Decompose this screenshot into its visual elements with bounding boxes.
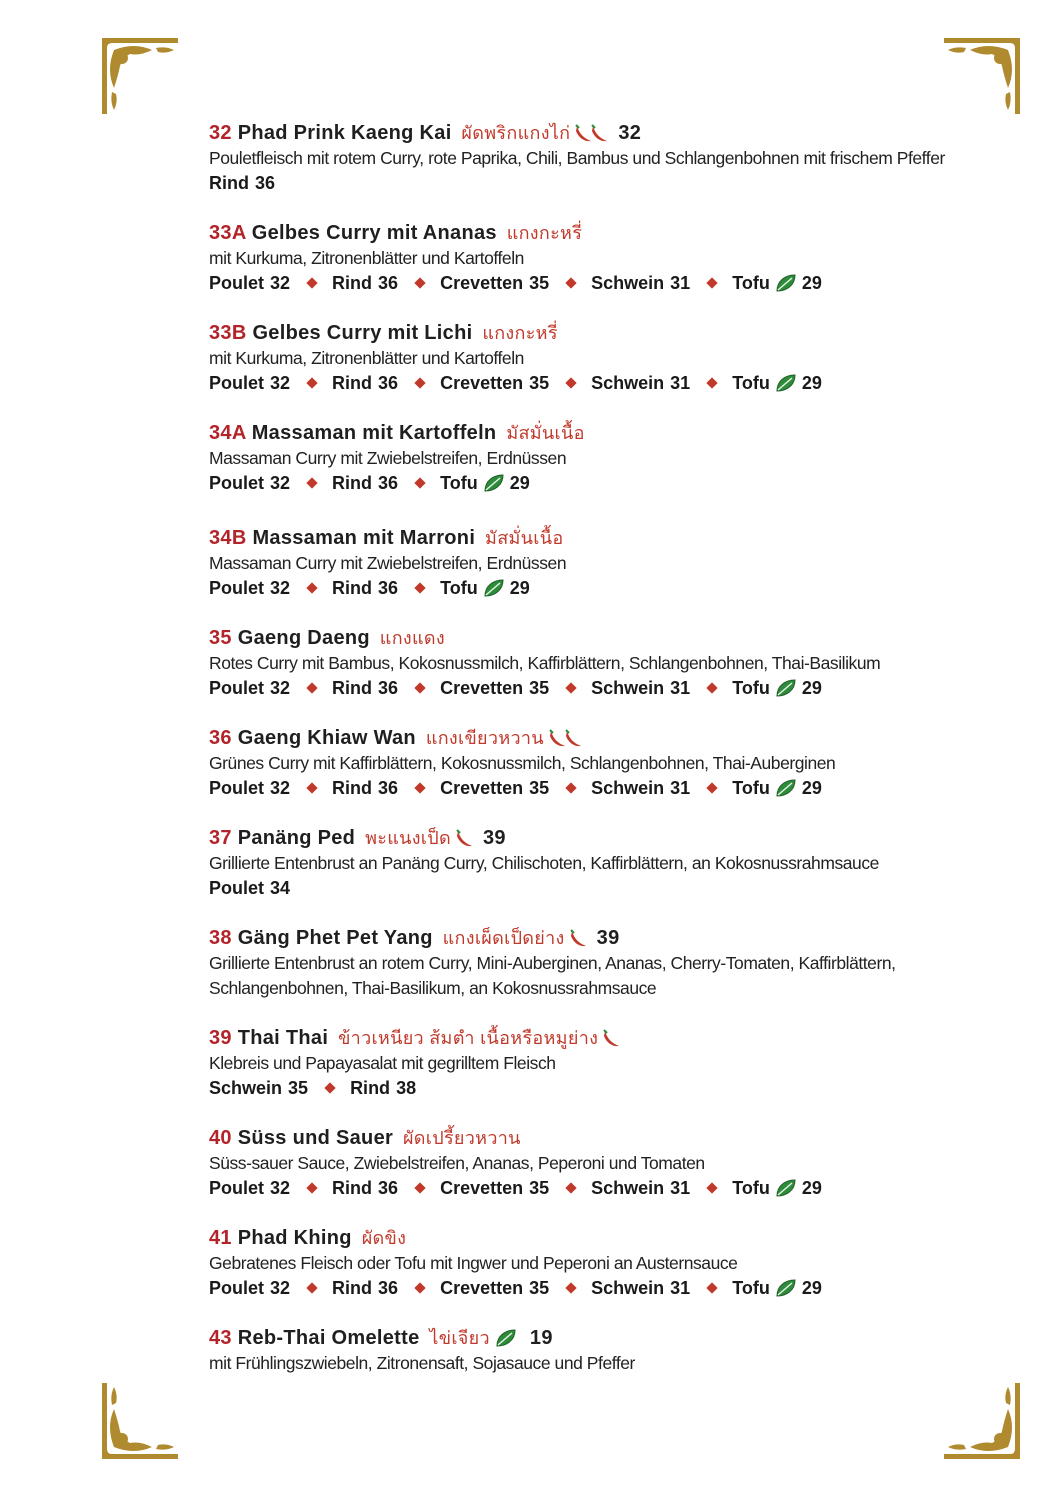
price-option — [209, 776, 290, 801]
price-option — [440, 1276, 549, 1301]
menu-item — [209, 121, 1009, 196]
diamond-separator — [414, 682, 425, 693]
price-value: 36 — [378, 1178, 399, 1198]
item-thai-name: ข้าวเหนียว ส้มตำ เนื้อหรือหมูย่าง — [338, 1028, 599, 1048]
price-value: 36 — [378, 473, 399, 493]
price-value: 32 — [270, 1178, 291, 1198]
item-thai-name: แกงแดง — [379, 628, 445, 648]
item-description: Schlangenbohnen, Thai-Basilikum, an Kokosnussrahmsauce — [209, 978, 657, 998]
item-price: 19 — [529, 1327, 553, 1349]
price-label: Crevetten — [440, 678, 524, 698]
price-row — [209, 876, 1009, 901]
price-value: 31 — [670, 1278, 691, 1298]
price-value: 36 — [378, 273, 399, 293]
item-name: Süss und Sauer — [237, 1127, 394, 1149]
price-option — [591, 271, 690, 296]
price-label: Rind — [332, 578, 373, 598]
price-value: 29 — [801, 778, 822, 798]
item-name: Massaman mit Kartoffeln — [251, 422, 497, 444]
item-description: Rotes Curry mit Bambus, Kokosnussmilch, Kaffirblättern, Schlangenbohnen, Thai-Basilikum — [209, 653, 881, 673]
price-value: 29 — [801, 1278, 822, 1298]
price-option — [591, 1276, 690, 1301]
price-option — [591, 1176, 690, 1201]
item-number: 39 — [209, 1027, 232, 1049]
diamond-separator — [414, 782, 425, 793]
diamond-separator — [306, 477, 317, 488]
item-thai-name: มัสมั่นเนื้อ — [506, 423, 585, 443]
price-value: 29 — [509, 473, 530, 493]
vegetarian-leaf-icon — [775, 1178, 797, 1198]
price-label: Schwein — [591, 778, 665, 798]
item-description: Gebratenes Fleisch oder Tofu mit Ingwer und Peperoni an Austernsauce — [209, 1253, 738, 1273]
price-option — [732, 271, 822, 296]
price-option — [209, 576, 290, 601]
price-option — [591, 676, 690, 701]
item-title — [209, 1226, 1009, 1251]
item-thai-name: ผัดขิง — [361, 1228, 407, 1248]
price-value: 38 — [396, 1078, 417, 1098]
price-label: Poulet — [209, 373, 265, 393]
item-number: 36 — [209, 727, 232, 749]
item-number: 34B — [209, 527, 247, 549]
item-number: 38 — [209, 927, 232, 949]
price-value: 29 — [509, 578, 530, 598]
price-row — [209, 676, 1009, 701]
item-title — [209, 1326, 1009, 1351]
price-label: Tofu — [732, 373, 770, 393]
price-value: 35 — [288, 1078, 309, 1098]
price-value: 32 — [270, 778, 291, 798]
menu-item — [209, 726, 1009, 801]
item-name: Massaman mit Marroni — [252, 527, 476, 549]
vegetarian-leaf-icon — [775, 678, 797, 698]
item-description: Grillierte Entenbrust an rotem Curry, Mini-Auberginen, Ananas, Cherry-Tomaten, Kaffirblättern, — [209, 953, 896, 973]
item-thai-name: ไข่เจียว — [429, 1328, 490, 1348]
diamond-separator — [414, 377, 425, 388]
diamond-separator — [324, 1082, 335, 1093]
price-value: 34 — [270, 878, 291, 898]
price-value: 29 — [801, 1178, 822, 1198]
price-label: Poulet — [209, 678, 265, 698]
price-option — [440, 1176, 549, 1201]
price-option — [332, 776, 398, 801]
diamond-separator — [414, 1182, 425, 1193]
menu-item — [209, 421, 1009, 496]
item-number: 40 — [209, 1127, 232, 1149]
price-value: 35 — [529, 373, 550, 393]
item-thai-name: แกงเผ็ดเป็ดย่าง — [442, 928, 565, 948]
menu-item — [209, 626, 1009, 701]
price-label: Poulet — [209, 578, 265, 598]
item-price: 39 — [596, 927, 620, 949]
price-option — [732, 1176, 822, 1201]
item-thai-name: แกงกะหรี่ — [506, 223, 583, 243]
price-option — [209, 876, 290, 901]
price-row — [209, 271, 1009, 296]
price-label: Crevetten — [440, 273, 524, 293]
menu-item — [209, 1326, 1009, 1376]
diamond-separator — [306, 1182, 317, 1193]
menu-item — [209, 826, 1009, 901]
price-value: 35 — [529, 1278, 550, 1298]
item-number: 35 — [209, 627, 232, 649]
price-value: 31 — [670, 678, 691, 698]
diamond-separator — [565, 1282, 576, 1293]
item-thai-name: ผัดพริกแกงไก่ — [461, 123, 571, 143]
price-label: Crevetten — [440, 1178, 524, 1198]
price-option — [209, 1076, 308, 1101]
price-option — [440, 576, 530, 601]
price-label: Rind — [332, 473, 373, 493]
diamond-separator — [414, 582, 425, 593]
item-description: Süss-sauer Sauce, Zwiebelstreifen, Ananas, Peperoni und Tomaten — [209, 1153, 705, 1173]
item-number: 32 — [209, 122, 232, 144]
corner-ornament-top-right — [944, 36, 1022, 114]
item-thai-name: ผัดเปรี้ยวหวาน — [402, 1128, 521, 1148]
diamond-separator — [306, 277, 317, 288]
diamond-separator — [414, 277, 425, 288]
price-label: Tofu — [732, 1278, 770, 1298]
price-label: Tofu — [440, 578, 478, 598]
chili-icon — [455, 828, 475, 848]
price-value: 32 — [270, 1278, 291, 1298]
item-price: 32 — [618, 122, 642, 144]
diamond-separator — [707, 1182, 718, 1193]
item-number: 43 — [209, 1327, 232, 1349]
item-name: Phad Khing — [237, 1227, 352, 1249]
price-option — [440, 471, 530, 496]
price-label: Poulet — [209, 273, 265, 293]
diamond-separator — [707, 682, 718, 693]
vegetarian-leaf-icon — [775, 778, 797, 798]
price-value: 31 — [670, 778, 691, 798]
corner-ornament-bottom-left — [100, 1383, 178, 1461]
price-option — [209, 371, 290, 396]
price-value: 32 — [270, 373, 291, 393]
item-name: Gaeng Daeng — [237, 627, 370, 649]
price-label: Rind — [332, 373, 373, 393]
item-name: Thai Thai — [237, 1027, 329, 1049]
item-title — [209, 421, 1009, 446]
menu-item — [209, 321, 1009, 396]
price-label: Rind — [209, 173, 249, 193]
menu-item — [209, 926, 1009, 1001]
item-number: 33B — [209, 322, 247, 344]
chili-icon — [569, 928, 589, 948]
price-label: Crevetten — [440, 778, 524, 798]
price-option — [332, 576, 398, 601]
item-description: Massaman Curry mit Zwiebelstreifen, Erdnüssen — [209, 448, 567, 468]
price-option — [332, 1176, 398, 1201]
item-name: Gelbes Curry mit Ananas — [251, 222, 497, 244]
item-thai-name: แกงเขียวหวาน — [425, 728, 544, 748]
price-value: 32 — [270, 678, 291, 698]
price-value: 29 — [801, 273, 822, 293]
item-title — [209, 221, 1009, 246]
item-title — [209, 121, 1009, 146]
diamond-separator — [306, 1282, 317, 1293]
diamond-separator — [707, 277, 718, 288]
price-label: Rind — [332, 273, 373, 293]
diamond-separator — [565, 682, 576, 693]
price-option — [732, 1276, 822, 1301]
price-value: 29 — [801, 678, 822, 698]
item-title — [209, 726, 1009, 751]
price-value: 36 — [378, 678, 399, 698]
price-label: Poulet — [209, 878, 265, 898]
price-value: 36 — [378, 578, 399, 598]
vegetarian-leaf-icon — [483, 473, 505, 493]
item-name: Gaeng Khiaw Wan — [237, 727, 416, 749]
price-label: Tofu — [440, 473, 478, 493]
price-option — [209, 171, 275, 196]
item-number: 33A — [209, 222, 246, 244]
item-title — [209, 1126, 1009, 1151]
item-thai-name: พะแนงเป็ด — [365, 828, 451, 848]
item-number: 34A — [209, 422, 246, 444]
diamond-separator — [707, 1282, 718, 1293]
price-option — [332, 371, 398, 396]
price-option — [209, 271, 290, 296]
price-value: 32 — [270, 578, 291, 598]
item-name: Phad Prink Kaeng Kai — [237, 122, 452, 144]
price-label: Tofu — [732, 678, 770, 698]
diamond-separator — [306, 377, 317, 388]
price-label: Poulet — [209, 1278, 265, 1298]
price-option — [332, 676, 398, 701]
item-description: Pouletfleisch mit rotem Curry, rote Paprika, Chili, Bambus und Schlangenbohnen mit frischem Pfeffer — [209, 148, 945, 168]
price-value: 32 — [270, 473, 291, 493]
price-value: 29 — [801, 373, 822, 393]
diamond-separator — [306, 582, 317, 593]
vegetarian-leaf-icon — [483, 578, 505, 598]
price-label: Poulet — [209, 778, 265, 798]
diamond-separator — [414, 477, 425, 488]
diamond-separator — [414, 1282, 425, 1293]
price-row — [209, 776, 1009, 801]
item-number: 41 — [209, 1227, 232, 1249]
price-value: 31 — [670, 373, 691, 393]
price-label: Crevetten — [440, 1278, 524, 1298]
price-label: Schwein — [591, 373, 665, 393]
menu-item — [209, 526, 1009, 601]
corner-ornament-bottom-right — [944, 1383, 1022, 1461]
price-option — [591, 776, 690, 801]
price-value: 35 — [529, 1178, 550, 1198]
price-value: 36 — [378, 373, 399, 393]
corner-ornament-top-left — [100, 36, 178, 114]
item-number: 37 — [209, 827, 232, 849]
chili-icon — [564, 728, 584, 748]
item-name: Panäng Ped — [237, 827, 356, 849]
price-option — [440, 271, 549, 296]
price-value: 35 — [529, 778, 550, 798]
price-label: Rind — [332, 678, 373, 698]
price-label: Tofu — [732, 273, 770, 293]
price-option — [440, 776, 549, 801]
price-value: 36 — [378, 778, 399, 798]
vegetarian-leaf-icon — [775, 273, 797, 293]
item-thai-name: มัสมั่นเนื้อ — [485, 528, 564, 548]
diamond-separator — [565, 1182, 576, 1193]
item-thai-name: แกงกะหรี่ — [482, 323, 558, 343]
price-label: Poulet — [209, 473, 265, 493]
price-label: Rind — [332, 1178, 373, 1198]
item-title — [209, 526, 1009, 551]
price-option — [209, 471, 290, 496]
price-option — [332, 1276, 398, 1301]
menu-item — [209, 1226, 1009, 1301]
price-label: Schwein — [591, 1178, 665, 1198]
price-row — [209, 1276, 1009, 1301]
item-title — [209, 321, 1009, 346]
price-label: Rind — [332, 778, 373, 798]
price-value: 35 — [529, 678, 550, 698]
item-name: Gäng Phet Pet Yang — [237, 927, 433, 949]
menu-item — [209, 1026, 1009, 1101]
price-option — [332, 271, 398, 296]
price-value: 31 — [670, 1178, 691, 1198]
price-label: Schwein — [209, 1078, 283, 1098]
diamond-separator — [306, 682, 317, 693]
diamond-separator — [565, 277, 576, 288]
price-option — [209, 1176, 290, 1201]
price-option — [732, 676, 822, 701]
price-option — [591, 371, 690, 396]
price-row — [209, 471, 1009, 496]
item-title — [209, 926, 1009, 951]
vegetarian-leaf-icon — [495, 1328, 517, 1348]
chili-icon — [602, 1028, 622, 1048]
item-description: mit Frühlingszwiebeln, Zitronensaft, Sojasauce und Pfeffer — [209, 1353, 635, 1373]
item-title — [209, 826, 1009, 851]
item-title — [209, 626, 1009, 651]
price-label: Schwein — [591, 678, 665, 698]
price-value: 31 — [670, 273, 691, 293]
price-label: Tofu — [732, 1178, 770, 1198]
price-row — [209, 171, 1009, 196]
menu-item — [209, 1126, 1009, 1201]
chili-icon — [590, 123, 610, 143]
menu-item — [209, 221, 1009, 296]
price-option — [350, 1076, 416, 1101]
diamond-separator — [707, 782, 718, 793]
price-option — [332, 471, 398, 496]
price-label: Schwein — [591, 1278, 665, 1298]
item-name: Gelbes Curry mit Lichi — [252, 322, 473, 344]
diamond-separator — [306, 782, 317, 793]
price-row — [209, 1176, 1009, 1201]
item-title — [209, 1026, 1009, 1051]
diamond-separator — [565, 782, 576, 793]
diamond-separator — [707, 377, 718, 388]
price-row — [209, 576, 1009, 601]
price-label: Rind — [332, 1278, 373, 1298]
price-option — [209, 1276, 290, 1301]
vegetarian-leaf-icon — [775, 373, 797, 393]
price-option — [440, 371, 549, 396]
item-description: Klebreis und Papayasalat mit gegrilltem Fleisch — [209, 1053, 556, 1073]
price-option — [732, 371, 822, 396]
price-option — [209, 676, 290, 701]
price-value: 36 — [255, 173, 276, 193]
item-description: Grillierte Entenbrust an Panäng Curry, Chilischoten, Kaffirblättern, an Kokosnussrahmsauce — [209, 853, 879, 873]
item-name: Reb-Thai Omelette — [237, 1327, 420, 1349]
price-option — [440, 676, 549, 701]
item-price: 39 — [482, 827, 506, 849]
price-label: Tofu — [732, 778, 770, 798]
price-value: 35 — [529, 273, 550, 293]
vegetarian-leaf-icon — [775, 1278, 797, 1298]
price-label: Poulet — [209, 1178, 265, 1198]
item-description: mit Kurkuma, Zitronenblätter und Kartoffeln — [209, 248, 524, 268]
item-description: mit Kurkuma, Zitronenblätter und Kartoffeln — [209, 348, 524, 368]
price-label: Crevetten — [440, 373, 524, 393]
item-description: Massaman Curry mit Zwiebelstreifen, Erdnüssen — [209, 553, 567, 573]
price-value: 36 — [378, 1278, 399, 1298]
price-label: Schwein — [591, 273, 665, 293]
price-label: Rind — [350, 1078, 391, 1098]
diamond-separator — [565, 377, 576, 388]
item-description: Grünes Curry mit Kaffirblättern, Kokosnussmilch, Schlangenbohnen, Thai-Auberginen — [209, 753, 836, 773]
price-row — [209, 371, 1009, 396]
price-value: 32 — [270, 273, 291, 293]
price-row — [209, 1076, 1009, 1101]
price-option — [732, 776, 822, 801]
